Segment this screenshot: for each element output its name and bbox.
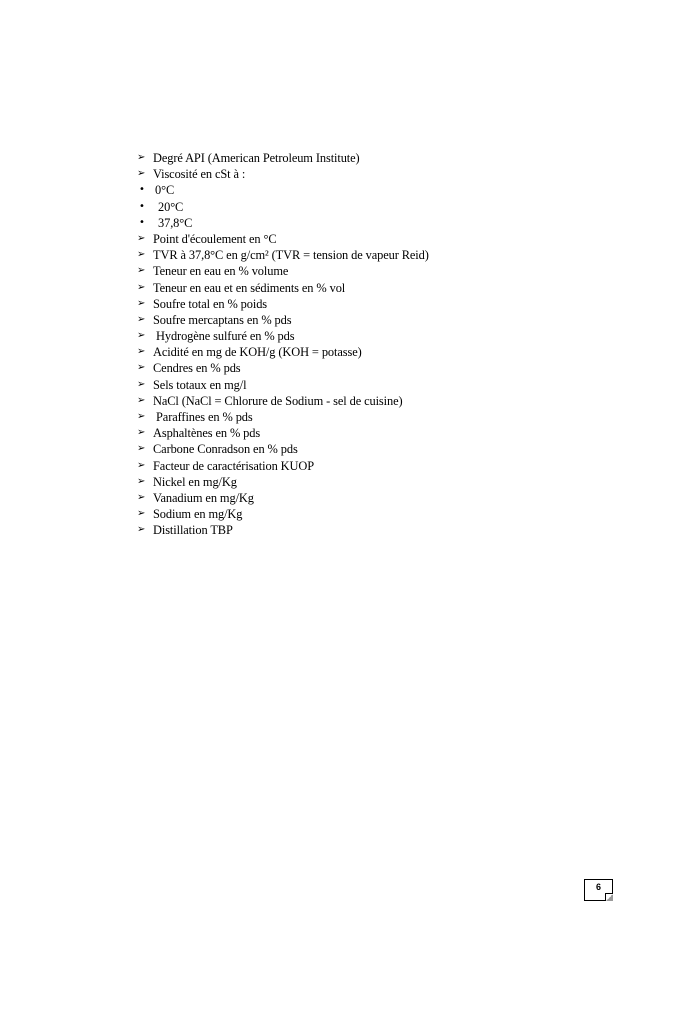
arrow-bullet-icon: ➢ (137, 443, 146, 455)
list-item-text: Facteur de caractérisation KUOP (153, 458, 315, 473)
list-item-text: TVR à 37,8°C en g/cm² (TVR = tension de vapeur Reid) (153, 248, 429, 263)
list-item-text: NaCl (NaCl = Chlorure de Sodium - sel de cuisine) (153, 393, 403, 408)
arrow-bullet-icon: ➢ (137, 281, 146, 293)
page-number-box (584, 879, 613, 901)
dot-bullet-icon: • (139, 216, 145, 228)
dot-bullet-icon: • (139, 184, 145, 196)
arrow-bullet-icon: ➢ (137, 524, 146, 536)
arrow-bullet-icon: ➢ (137, 346, 146, 358)
arrow-bullet-icon: ➢ (137, 330, 146, 342)
arrow-bullet-icon: ➢ (137, 491, 146, 503)
list-item-text: 20°C (155, 199, 184, 214)
dot-bullet-icon: • (139, 200, 145, 212)
arrow-bullet-icon: ➢ (137, 378, 146, 390)
arrow-bullet-icon: ➢ (137, 152, 146, 163)
list-item-text: Teneur en eau et en sédiments en % vol (153, 280, 346, 295)
list-item-text: 37,8°C (155, 215, 193, 230)
arrow-bullet-icon: ➢ (137, 249, 146, 261)
list-item-text: Viscosité en cSt à : (153, 167, 246, 182)
page-number: 6 (595, 882, 601, 892)
list-item-text: Asphaltènes en % pds (153, 426, 261, 441)
page-fold-corner (605, 893, 613, 901)
list-item-text: Teneur en eau en % volume (153, 264, 289, 279)
list-item-text: Hydrogène sulfuré en % pds (153, 329, 295, 344)
arrow-bullet-icon: ➢ (137, 297, 146, 309)
arrow-bullet-icon: ➢ (137, 232, 146, 244)
arrow-bullet-icon: ➢ (137, 362, 146, 374)
arrow-bullet-icon: ➢ (137, 508, 146, 520)
list-item-text: Paraffines en % pds (153, 410, 253, 424)
list-item-text: Sels totaux en mg/l (153, 377, 247, 392)
arrow-bullet-icon: ➢ (137, 265, 146, 277)
arrow-bullet-icon: ➢ (137, 411, 146, 422)
arrow-bullet-icon: ➢ (137, 459, 146, 471)
list-item-text: 0°C (155, 183, 175, 198)
arrow-bullet-icon: ➢ (137, 313, 146, 325)
list-item-text: Distillation TBP (153, 523, 233, 538)
list-item-text: Soufre mercaptans en % pds (153, 312, 292, 327)
list-item-text: Nickel en mg/Kg (153, 474, 237, 489)
list-item-text: Sodium en mg/Kg (153, 507, 243, 522)
arrow-bullet-icon: ➢ (137, 168, 146, 180)
list-item-text: Point d'écoulement en °C (153, 231, 277, 246)
arrow-bullet-icon: ➢ (137, 394, 146, 406)
arrow-bullet-icon: ➢ (137, 427, 146, 439)
list-item-text: Acidité en mg de KOH/g (KOH = potasse) (153, 345, 362, 360)
list-item-text: Degré API (American Petroleum Institute) (153, 151, 360, 165)
list-item-text: Carbone Conradson en % pds (153, 442, 298, 457)
list-item-text: Cendres en % pds (153, 361, 241, 376)
arrow-bullet-icon: ➢ (137, 475, 146, 487)
list-item-text: Vanadium en mg/Kg (153, 490, 254, 505)
list-item-text: Soufre total en % poids (153, 296, 268, 311)
